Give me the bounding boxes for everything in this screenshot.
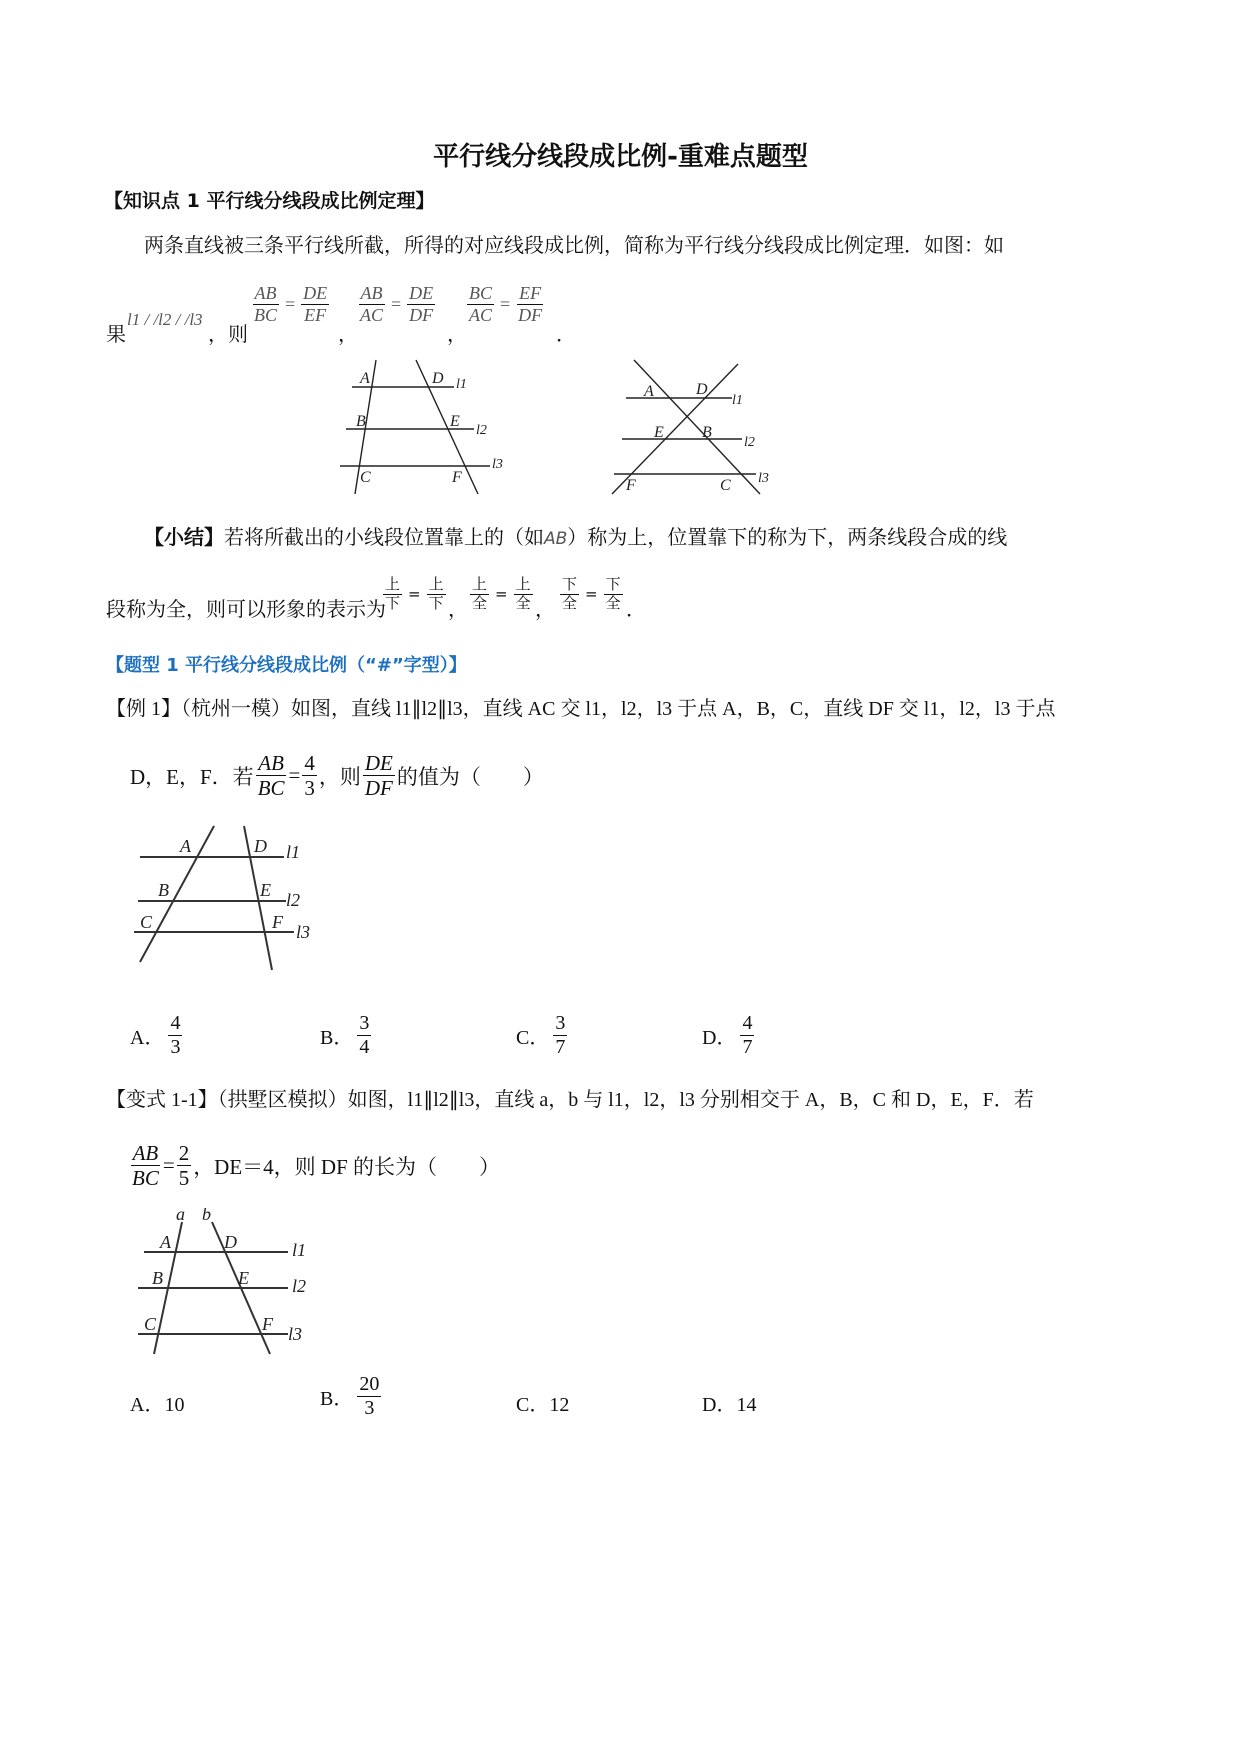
label-c: C [720, 477, 731, 494]
label-l3: l3 [296, 922, 311, 942]
label-c: C [144, 1314, 157, 1334]
label-f: F [626, 477, 636, 494]
label-e: E [450, 413, 460, 430]
label-e: E [654, 424, 664, 441]
parallel-condition: l1 / /l2 / /l3 [127, 310, 203, 329]
type1-heading: 【题型 1 平行线分线段成比例（“#”字型）】 [106, 655, 467, 676]
label-line-b: b [202, 1208, 211, 1224]
variant1-line1: 【变式 1-1】（拱墅区模拟）如图，l1∥l2∥l3，直线 a，b 与 l1，l2，l3 分别相交于 A，B，C 和 D，E，F．若 [106, 1089, 1034, 1111]
label-f: F [452, 469, 462, 486]
label-d: D [432, 370, 444, 387]
ratio-3: $\frac{BC}{AC}$ = $\frac{EF}{DF}$ [469, 283, 543, 325]
label-d: D [254, 836, 267, 856]
label-l2: l2 [286, 890, 301, 910]
label-l2: l2 [292, 1276, 307, 1296]
label-l1: l1 [456, 377, 467, 392]
label-a: A [160, 1232, 171, 1252]
period: ． [556, 322, 576, 346]
period: ． [626, 597, 646, 621]
label-l1: l1 [732, 393, 743, 408]
label-l1: l1 [292, 1240, 307, 1260]
transversal-ac [140, 826, 214, 962]
summary-frac-3: $\frac{\text{下}}{\text{全}}$ = $\frac{\text{下}}{\text{全}}$ [562, 575, 621, 612]
example1-line2: D，E，F．若 $\frac{AB}{BC}$ = $\frac{4}{3}$ ，则 $\frac{DE}{DF}$ 的值为（ ） [130, 751, 544, 801]
label-l3: l3 [758, 471, 769, 486]
label-e: E [260, 880, 271, 900]
label-l1: l1 [286, 842, 301, 862]
label-a: A [180, 836, 191, 856]
label-b: B [356, 413, 366, 430]
label-l2: l2 [744, 435, 755, 450]
option-c[interactable]: C．12 [516, 1394, 570, 1416]
knowledge-heading: 【知识点 1 平行线分线段成比例定理】 [104, 190, 435, 212]
comma: ， [338, 322, 358, 346]
option-d[interactable]: D． $\frac{4}{7}$ [702, 1012, 753, 1058]
label-a: A [360, 370, 370, 387]
label-b: B [702, 424, 712, 441]
example1-figure [128, 822, 328, 974]
label-f: F [272, 912, 283, 932]
label-f: F [262, 1314, 273, 1334]
ratio-1: $\frac{AB}{BC}$ = $\frac{DE}{EF}$ [254, 283, 328, 325]
label-line-a: a [176, 1208, 185, 1224]
option-a[interactable]: A．10 [130, 1394, 185, 1416]
comma: ， [535, 597, 555, 621]
option-d[interactable]: D．14 [702, 1394, 757, 1416]
knowledge-line2-prefix: 果 [106, 322, 126, 346]
knowledge-line1: 两条直线被三条平行线所截，所得的对应线段成比例，简称为平行线分线段成比例定理．如图：如 [144, 233, 1004, 257]
ratio-2: $\frac{AB}{AC}$ = $\frac{DE}{DF}$ [360, 283, 434, 325]
label-l2: l2 [476, 423, 487, 438]
page-title: 平行线分线段成比例-重难点题型 [433, 142, 808, 172]
variant1-figure [128, 1208, 328, 1358]
label-b: B [158, 880, 169, 900]
option-c[interactable]: C． $\frac{3}{7}$ [516, 1012, 566, 1058]
knowledge-then: ，则 [208, 322, 248, 346]
summary-line1: 【小结】若将所截出的小线段位置靠上的（如AB）称为上，位置靠下的称为下，两条线段合成的线 [144, 525, 1008, 549]
label-l3: l3 [492, 457, 503, 472]
label-a: A [644, 383, 654, 400]
transversal-df [416, 360, 478, 494]
parallel-figure-1 [330, 352, 510, 500]
summary-line2: 段称为全，则可以形象的表示为 [106, 597, 386, 621]
parallel-figure-2 [606, 352, 786, 500]
label-c: C [360, 469, 371, 486]
comma: ， [447, 322, 467, 346]
option-b[interactable]: B． $\frac{20}{3}$ [320, 1373, 380, 1419]
label-c: C [140, 912, 153, 932]
summary-frac-1: $\frac{\text{上}}{\text{下}}$ = $\frac{\text{上}}{\text{下}}$ [385, 575, 444, 612]
option-b[interactable]: B． $\frac{3}{4}$ [320, 1012, 370, 1058]
variant1-line2: $\frac{AB}{BC}$ = $\frac{2}{5}$ ，DE＝4，则 DF 的长为（ ） [132, 1141, 501, 1191]
example1-line1: 【例 1】（杭州一模）如图，直线 l1∥l2∥l3，直线 AC 交 l1，l2，l3 于点 A，B，C，直线 DF 交 l1，l2，l3 于点 [106, 698, 1056, 720]
label-d: D [696, 381, 708, 398]
label-b: B [152, 1268, 163, 1288]
summary-frac-2: $\frac{\text{上}}{\text{全}}$ = $\frac{\text{上}}{\text{全}}$ [472, 575, 531, 612]
comma: ， [448, 597, 468, 621]
label-l3: l3 [288, 1324, 303, 1344]
option-a[interactable]: A． $\frac{4}{3}$ [130, 1012, 181, 1058]
label-d: D [224, 1232, 237, 1252]
label-e: E [238, 1268, 249, 1288]
